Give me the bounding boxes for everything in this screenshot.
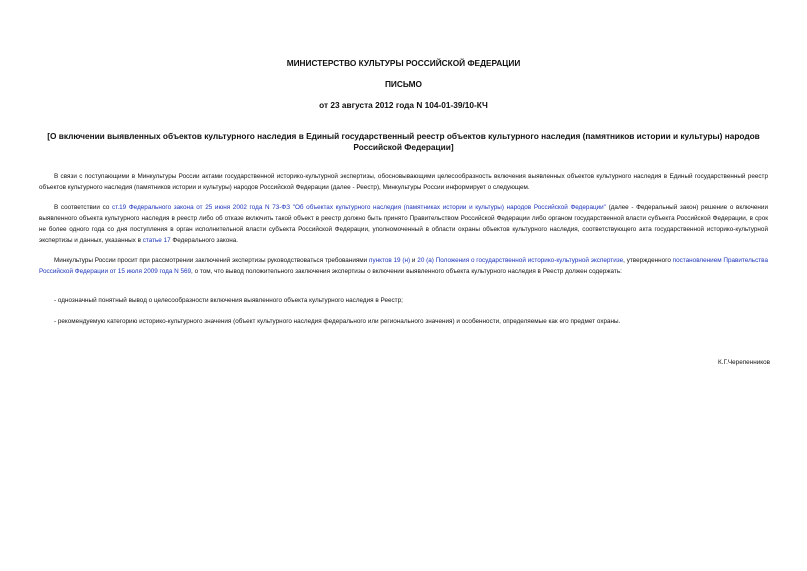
paragraph-3-text-3: , утвержденного bbox=[623, 257, 673, 264]
paragraph-2-text-2: (далее - Федеральный закон) решение о включении выявленного объекта культурного наследия в реестр либо об отказе включить такой объект в реестр должно быть принято Правительством Российской Федерации либо органом государственной власти субъекта Российской Федерации, в срок не более одного года со дня поступления в орган исполнительной власти субъекта Российской Федерации, уполномоченный в области охраны объектов культурного наследия, соответствующего акта государственной историко-культурной экспертизы и данных, указанных в bbox=[39, 204, 769, 244]
paragraph-2-text-3: Федерального закона. bbox=[170, 237, 239, 244]
paragraph-3-text-4: , о том, что вывод положительного заключения экспертизы о включении выявленного объекта культурного наследия в Реестр должен содержать: bbox=[191, 268, 622, 275]
federal-law-article-19-link[interactable]: ст.19 Федерального закона от 25 июня 2002 года N 73-ФЗ "Об объектах культурного наследия (памятниках истории и культуры) народов Российской Федерации" bbox=[112, 204, 606, 211]
list-item-1: - однозначный понятный вывод о целесообразности включения выявленного объекта культурного наследия в Реестр; bbox=[54, 297, 403, 304]
paragraph-3-text-1: Минкультуры России просит при рассмотрении заключений экспертизы руководствоваться требованиями bbox=[54, 257, 370, 264]
paragraph-1: В связи с поступающими в Минкультуры России актами государственной историко-культурной экспертизы, обосновывающими целесообразность включения выявленных объектов культурного наследия в Единый государственный реестр объектов культурного наследия (памятников истории и культуры) народов Российской Федерации (далее - Реестр), Минкультуры России информирует о следующем. bbox=[39, 173, 768, 191]
paragraph-2-text-1: В соответствии со bbox=[54, 204, 113, 211]
paragraph-3 bbox=[39, 255, 768, 277]
list-item-2: - рекомендуемую категорию историко-культурного значения (объект культурного наследия федерального или регионального значения) и особенности, определяемые как его предмет охраны. bbox=[54, 318, 621, 325]
regulation-clause-20-link[interactable]: 20 (а) Положения о государственной историко-культурной экспертизе bbox=[417, 257, 624, 264]
paragraph-2 bbox=[39, 202, 768, 246]
document-type: ПИСЬМО bbox=[384, 79, 423, 89]
paragraph-3-text-2: и bbox=[410, 257, 418, 264]
signature: К.Г.Черепенников bbox=[718, 359, 770, 366]
document-date-number: от 23 августа 2012 года N 104-01-39/10-КЧ bbox=[319, 100, 488, 110]
document-body bbox=[39, 171, 768, 193]
list-item-2-block bbox=[39, 316, 768, 327]
article-17-link[interactable]: статье 17 bbox=[142, 237, 171, 244]
government-decree-569-link[interactable]: постановлением Правительства Российской Федерации от 15 июля 2009 года N 569 bbox=[39, 257, 768, 275]
ministry-heading: МИНИСТЕРСТВО КУЛЬТУРЫ РОССИЙСКОЙ ФЕДЕРАЦИИ bbox=[286, 58, 521, 68]
document-title: [О включении выявленных объектов культурного наследия в Единый государственный реестр объектов культурного наследия (памятников истории и культуры) народов Российской Федерации] bbox=[47, 131, 760, 152]
clause-19-link[interactable]: пунктов 19 (н) bbox=[369, 257, 411, 264]
list-item-1-block bbox=[39, 295, 768, 306]
